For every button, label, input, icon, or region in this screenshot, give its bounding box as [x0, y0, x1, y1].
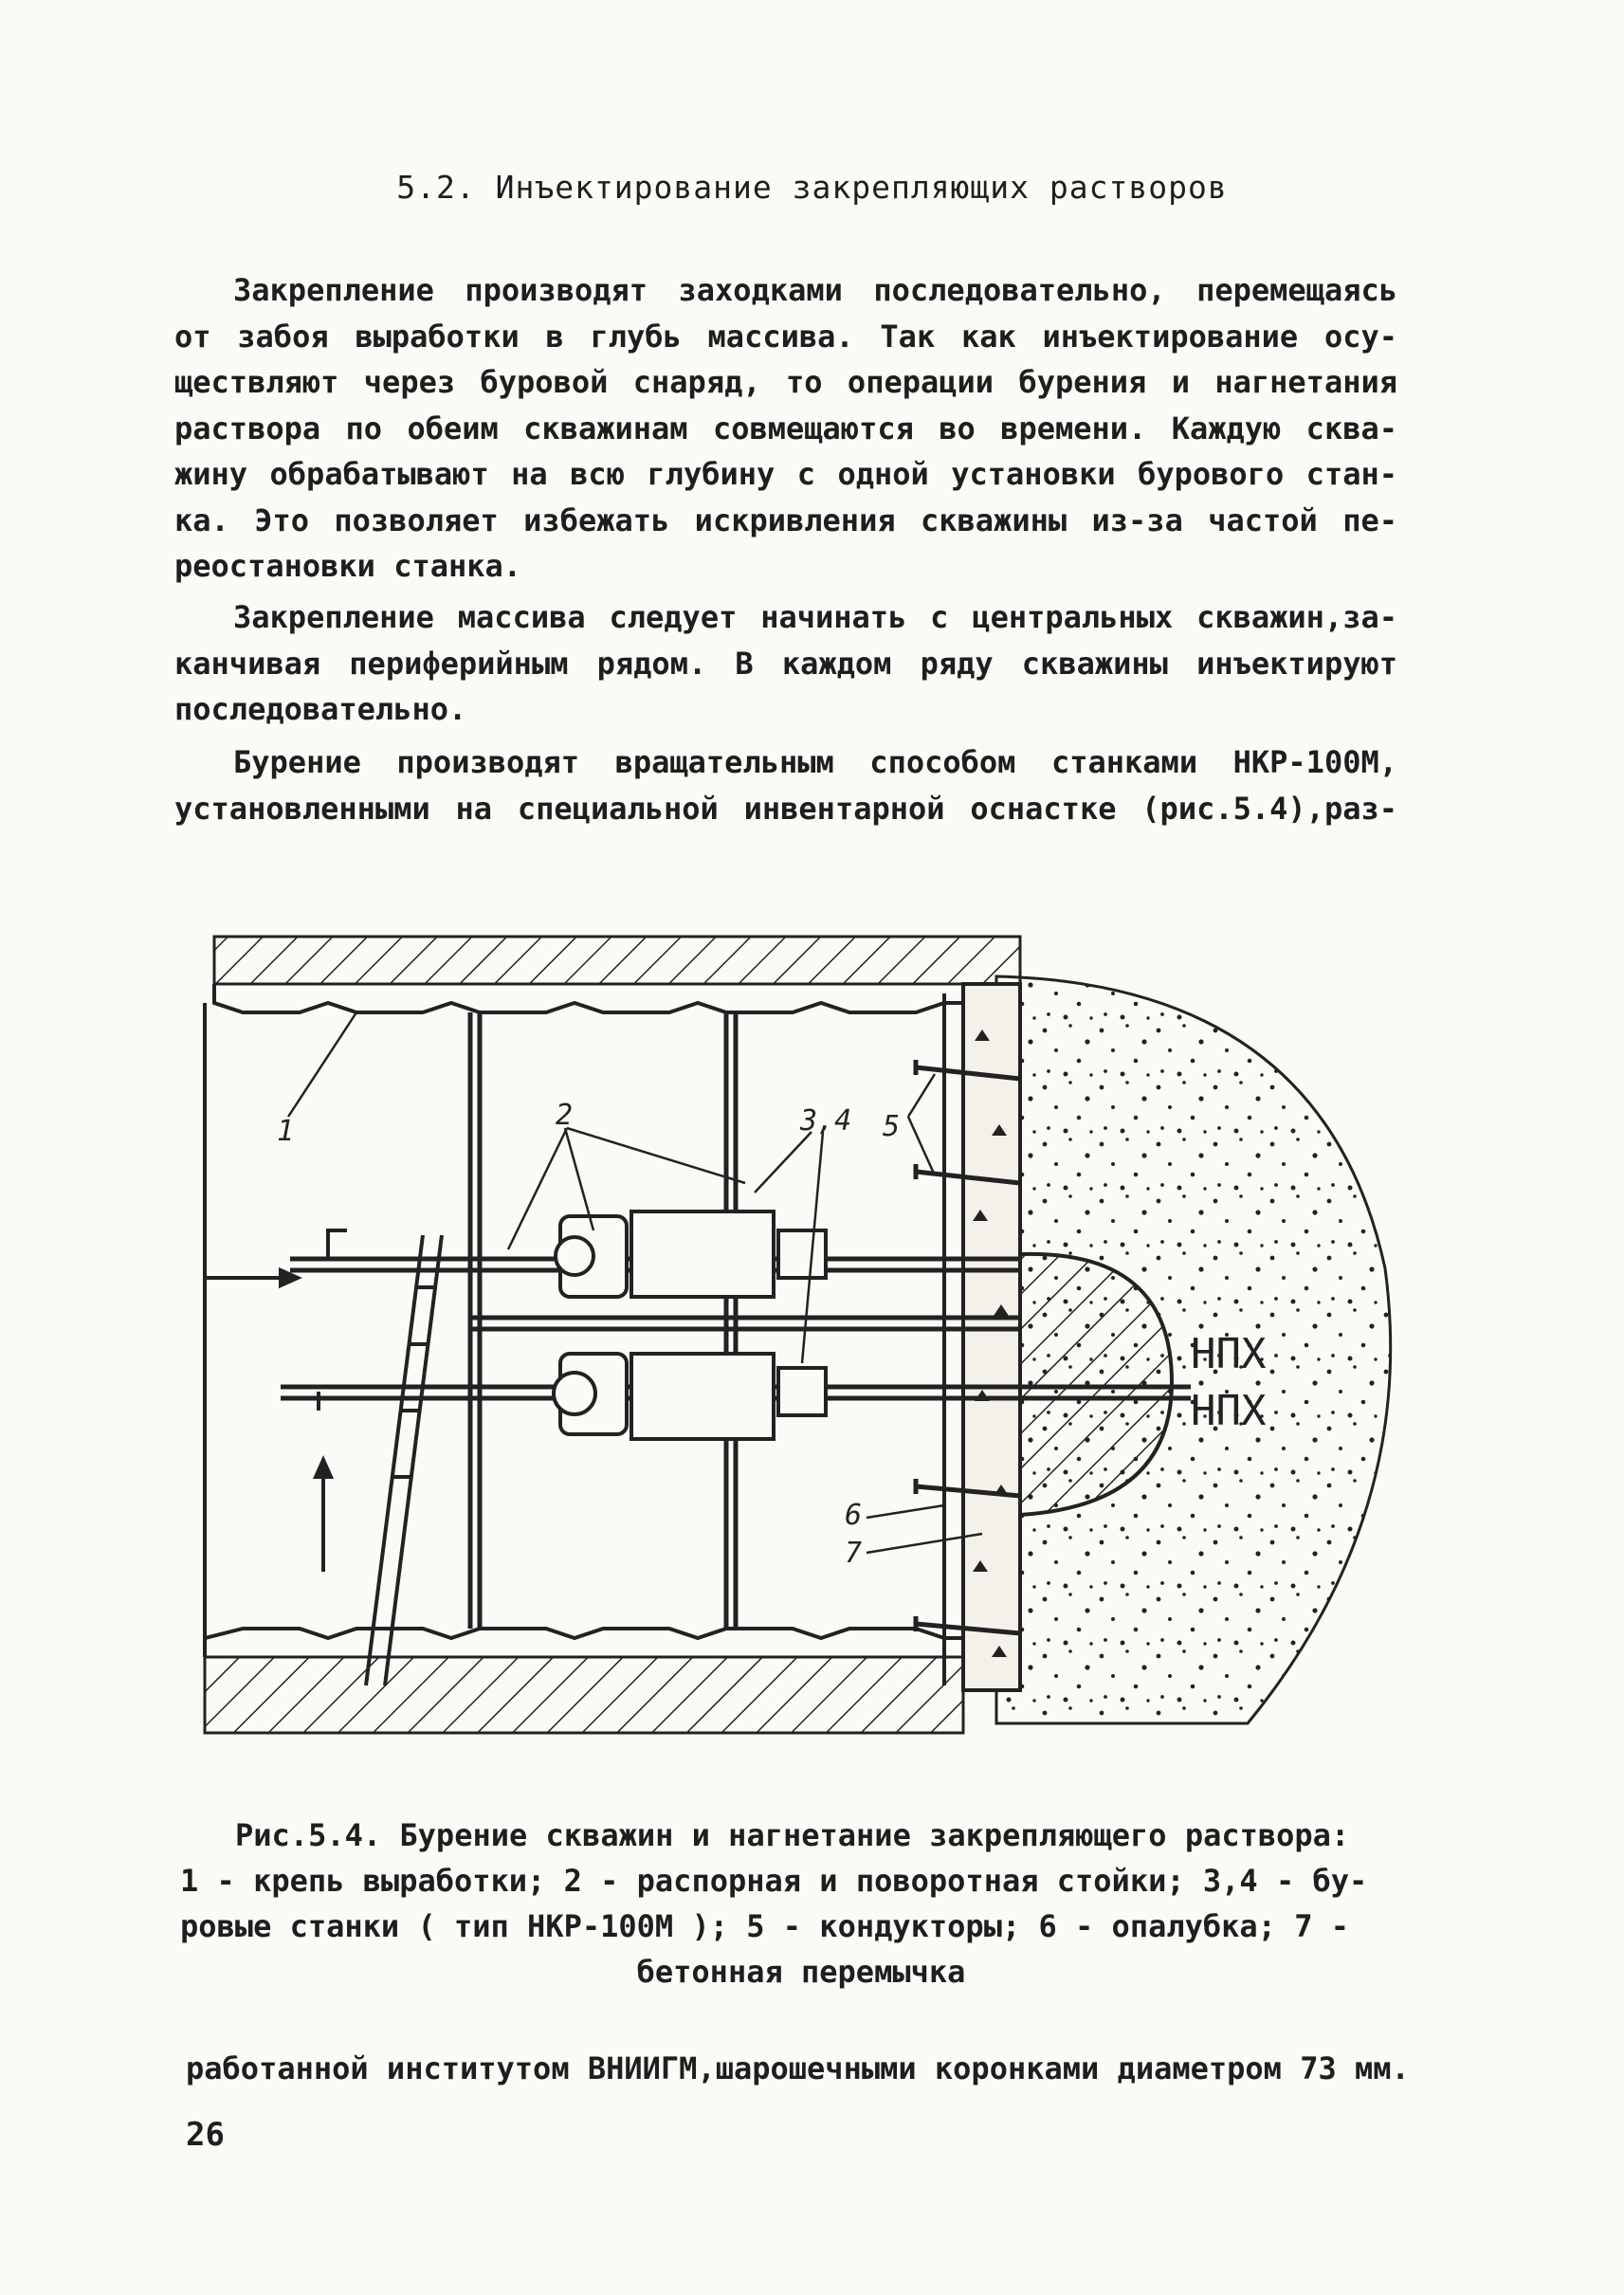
figure-label-1: 1: [277, 1115, 295, 1148]
figure-label-2: 2: [556, 1099, 574, 1132]
text-line: Закрепление производят заходками последовательно, перемещаясь: [233, 272, 1397, 308]
caption-line: 1 - крепь выработки; 2 - распорная и поворотная стойки; 3,4 - бу-: [180, 1863, 1368, 1899]
roof-support: [214, 984, 963, 1012]
figure-label-5: 5: [883, 1110, 901, 1143]
paragraph-2: [174, 594, 1397, 733]
page-number: 26: [186, 2116, 225, 2154]
text-line: жину обрабатывают на всю глубину с одной установки бурового стан-: [174, 456, 1397, 492]
text-line: ка. Это позволяет избежать искривления скважины из-за частой пе-: [174, 501, 1397, 538]
text-line: Бурение производят вращательным способом станками НКР-100М,: [233, 744, 1397, 780]
flow-arrows: [205, 1270, 331, 1572]
ladder: [366, 1235, 442, 1685]
paragraph-3: [174, 739, 1397, 831]
text-line: Закрепление массива следует начинать с центральных скважин,за-: [233, 599, 1397, 635]
roof-rock: [214, 937, 1020, 984]
text-line: раствора по обеим скважинам совмещаются во времени. Каждую сква-: [174, 410, 1397, 446]
drilling-machine-upper: [556, 1211, 826, 1297]
text-line: последовательно.: [174, 691, 467, 727]
floor-rock: [205, 1657, 963, 1733]
text-line: ществляют через буровой снаряд, то операции бурения и нагнетания: [174, 364, 1397, 400]
section-heading: 5.2. Инъектирование закрепляющих растворов: [396, 169, 1228, 206]
caption-line: Рис.5.4. Бурение скважин и нагнетание закрепляющего раствора:: [235, 1817, 1350, 1853]
text-line: от забоя выработки в глубь массива. Так как инъектирование осу-: [174, 318, 1397, 355]
caption-line: ровые станки ( тип НКР-100М ); 5 - кондукторы; 6 - опалубка; 7 -: [180, 1908, 1349, 1944]
figure-label-7: 7: [845, 1537, 863, 1570]
caption-line: бетонная перемычка: [636, 1954, 966, 1990]
drilling-rig-figure: [186, 908, 1409, 1752]
text-line: канчивая периферийным рядом. В каждом ряду скважины инъектируют: [174, 645, 1397, 682]
stands: [470, 1012, 736, 1629]
rock-mark-lower: НПХ: [1191, 1387, 1267, 1435]
concrete-bulkhead: [963, 984, 1020, 1690]
text-line: реостановки станка.: [174, 548, 522, 584]
text-line: установленными на специальной инвентарной оснастке (рис.5.4),раз-: [174, 790, 1397, 827]
figure-label-6: 6: [845, 1499, 863, 1532]
figure-label-3-4: 3,4: [800, 1104, 852, 1138]
rock-mark-upper: НПХ: [1191, 1330, 1267, 1378]
paragraph-1: [174, 267, 1397, 590]
drilling-machine-lower: [554, 1354, 826, 1439]
continuation-text: работанной институтом ВНИИГМ,шарошечными коронками диаметром 73 мм.: [186, 2050, 1410, 2086]
floor-support: [205, 1629, 963, 1657]
figure-caption: [180, 1812, 1422, 1994]
